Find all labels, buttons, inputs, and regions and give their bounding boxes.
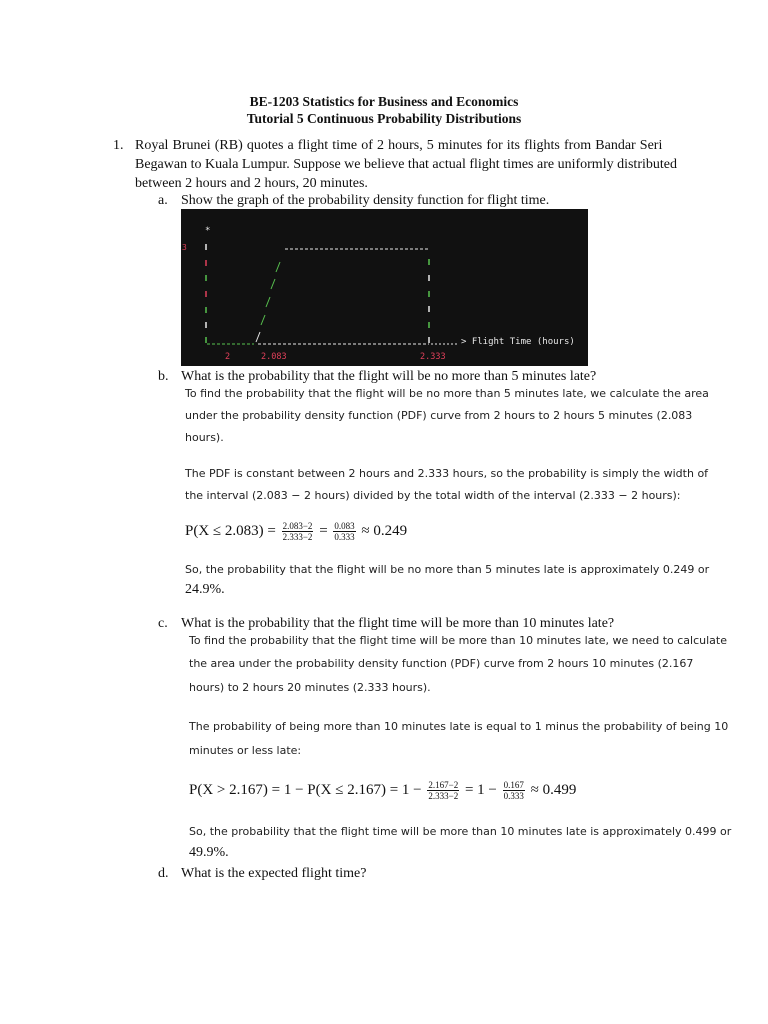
part-c-answer-line-3: hours) to 2 hours 20 minutes (2.333 hours). <box>189 681 431 694</box>
part-b-answer2-line-2: the interval (2.083 − 2 hours) divided by the total width of the interval (2.333 − 2 hours): <box>185 489 681 502</box>
part-c-answer-line-1: To find the probability that the flight time will be more than 10 minutes late, we need to calculate <box>189 634 727 647</box>
part-b-answer2-line-1: The PDF is constant between 2 hours and 2.333 hours, so the probability is simply the width of <box>185 467 709 480</box>
part-b-formula-rhs: ≈ 0.249 <box>361 522 408 539</box>
part-b-fraction-2-num: 0.083 <box>334 521 355 531</box>
document-tutorial-title: Tutorial 5 Continuous Probability Distributions <box>246 111 522 126</box>
part-c-fraction-1-den: 2.333−2 <box>428 791 459 801</box>
part-c-answer-line-2: the area under the probability density function (PDF) curve from 2 hours 10 minutes (2.167 <box>189 657 694 670</box>
graph-tick-2: 2 <box>225 352 231 362</box>
graph-x-axis-label: > Flight Time (hours) <box>461 337 575 347</box>
part-c-answer2-line-2: minutes or less late: <box>189 744 302 757</box>
part-c-fraction-1-num: 2.167−2 <box>428 780 459 790</box>
part-a-label: a. <box>158 193 168 208</box>
graph-rising-line <box>256 262 280 342</box>
part-c-fraction-2-den: 0.333 <box>503 791 524 801</box>
part-b-answer-line-1: To find the probability that the flight will be no more than 5 minutes late, we calculate the area <box>185 387 709 400</box>
pdf-graph-svg <box>181 209 588 366</box>
part-b-formula <box>185 521 407 542</box>
part-b-label: b. <box>158 369 169 384</box>
part-b-fraction-1 <box>282 521 314 542</box>
part-c-fraction-2 <box>503 780 525 801</box>
question-line-1: Royal Brunei (RB) quotes a flight time of 2 hours, 5 minutes for its flights from Bandar Seri <box>135 138 663 153</box>
part-b-conclusion-line-2: 24.9%. <box>185 582 225 597</box>
part-c-fraction-1 <box>427 780 459 801</box>
graph-star: * <box>205 226 211 236</box>
question-number: 1. <box>113 138 124 153</box>
part-b-conclusion-line-1: So, the probability that the flight will be no more than 5 minutes late is approximately 0.249 or <box>185 563 710 576</box>
part-b-answer-line-3: hours). <box>185 431 224 444</box>
part-c-fraction-2-num: 0.167 <box>503 780 524 790</box>
part-b-answer-line-2: under the probability density function (PDF) curve from 2 hours to 2 hours 5 minutes (2.083 <box>185 409 693 422</box>
part-b-fraction-2 <box>333 521 355 542</box>
document-course-title: BE-1203 Statistics for Business and Economics <box>249 94 519 109</box>
part-c-conclusion-line-2: 49.9%. <box>189 845 229 860</box>
part-c-formula-rhs: ≈ 0.499 <box>530 781 577 798</box>
part-c-formula-mid: = 1 − <box>464 781 497 798</box>
part-c-formula <box>189 780 576 801</box>
part-c-answer2-line-1: The probability of being more than 10 minutes late is equal to 1 minus the probability of being 10 <box>189 720 729 733</box>
graph-tick-2333: 2.333 <box>420 352 446 362</box>
part-b-fraction-1-den: 2.333−2 <box>282 532 313 542</box>
part-c-formula-lhs: P(X > 2.167) = 1 − P(X ≤ 2.167) = 1 − <box>189 781 422 798</box>
part-a-question: Show the graph of the probability density function for flight time. <box>181 193 550 208</box>
part-b-question: What is the probability that the flight will be no more than 5 minutes late? <box>181 369 597 384</box>
part-b-formula-eq: = <box>319 522 328 539</box>
part-b-formula-lhs: P(X ≤ 2.083) = <box>185 522 276 539</box>
graph-y-value: 3 <box>182 243 187 252</box>
graph-tick-2083: 2.083 <box>261 352 287 362</box>
part-d-label: d. <box>158 866 169 881</box>
part-c-question: What is the probability that the flight time will be more than 10 minutes late? <box>181 616 615 631</box>
part-d-question: What is the expected flight time? <box>181 866 367 881</box>
part-b-fraction-2-den: 0.333 <box>334 532 355 542</box>
part-c-label: c. <box>158 616 168 631</box>
question-line-2: Begawan to Kuala Lumpur. Suppose we believe that actual flight times are uniformly distributed <box>135 157 677 172</box>
part-c-conclusion-line-1: So, the probability that the flight time will be more than 10 minutes late is approximately 0.499 or <box>189 825 732 838</box>
part-b-fraction-1-num: 2.083−2 <box>282 521 313 531</box>
question-line-3: between 2 hours and 2 hours, 20 minutes. <box>135 176 368 191</box>
pdf-graph <box>181 209 588 366</box>
